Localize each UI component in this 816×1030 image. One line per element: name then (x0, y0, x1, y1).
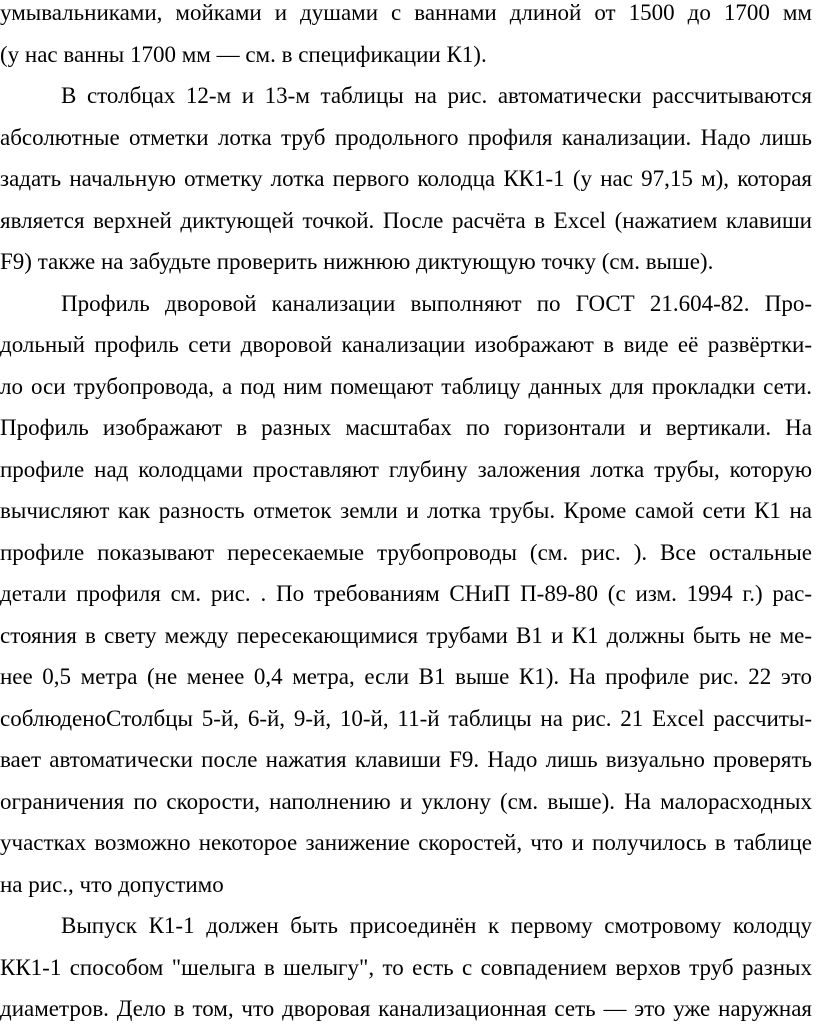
text-line: вает автоматически после нажатия клавиши F9. Надо лишь визуально проверять (0, 747, 812, 772)
text-line: ограничения по скорости, наполнению и уклону (см. выше). На малорасходных (0, 788, 812, 814)
text-line: КК1-1 способом "шелыга в шелыгу", то есть с совпадением верхов труб разных (0, 954, 812, 980)
text-line: профиле показывают пересекаемые трубопроводы (см. рис. ). Все остальные (0, 539, 812, 565)
text-line: Профиль дворовой канализации выполняют по ГОСТ 21.604-82. Про- (61, 290, 812, 316)
paragraph-1 (0, 75, 812, 283)
text-line: на рис., что допустимо (0, 871, 224, 897)
text-line: абсолютные отметки лотка труб продольного профиля канализации. Надо лишь (0, 124, 812, 150)
text-line: F9) также на забудьте проверить нижнюю диктующую точку (см. выше). (0, 249, 714, 274)
text-line: профиле над колодцами проставляют глубину заложения лотка трубы, которую (0, 456, 812, 482)
text-line: участках возможно некоторое занижение скоростей, что и получилось в таблице (0, 830, 812, 855)
text-line: Профиль изображают в разных масштабах по горизонтали и вертикали. На (0, 415, 812, 440)
text-line: стояния в свету между пересекающимися трубами В1 и К1 должны быть не ме- (0, 622, 812, 648)
text-line: нее 0,5 метра (не менее 0,4 метра, если В1 выше К1). На профиле рис. 22 это (0, 664, 812, 689)
text-line: соблюденоСтолбцы 5-й, 6-й, 9-й, 10-й, 11-й таблицы на рис. 21 Excel рассчиты- (0, 705, 812, 731)
text-line: задать начальную отметку лотка первого колодца КК1-1 (у нас 97,15 м), которая (0, 166, 812, 191)
text-line: диаметров. Дело в том, что дворовая канализационная сеть — это уже наружная (0, 996, 812, 1021)
text-line: Выпуск К1-1 должен быть присоединён к первому смотровому колодцу (61, 913, 812, 938)
text-line: ло оси трубопровода, а под ним помещают таблицу данных для прокладки сети. (0, 373, 812, 399)
text-line: дольный профиль сети дворовой канализации изображают в виде её развёртки- (0, 332, 812, 357)
text-line: умывальниками, мойками и душами с ваннами длиной от 1500 до 1700 мм (0, 0, 812, 25)
text-line: вычисляют как разность отметок земли и лотка трубы. Кроме самой сети К1 на (0, 498, 812, 523)
paragraph-0 (0, 0, 812, 75)
text-line: (у нас ванны 1700 мм — см. в спецификации К1). (0, 41, 487, 67)
text-line: является верхней диктующей точкой. После расчёта в Excel (нажатием клавиши (0, 207, 812, 233)
text-line: детали профиля см. рис. . По требованиям СНиП П-89-80 (с изм. 1994 г.) рас- (0, 581, 812, 606)
paragraph-3 (0, 905, 812, 1030)
paragraph-2 (0, 283, 812, 906)
text-line: В столбцах 12-м и 13-м таблицы на рис. автоматически рассчитываются (61, 83, 812, 108)
